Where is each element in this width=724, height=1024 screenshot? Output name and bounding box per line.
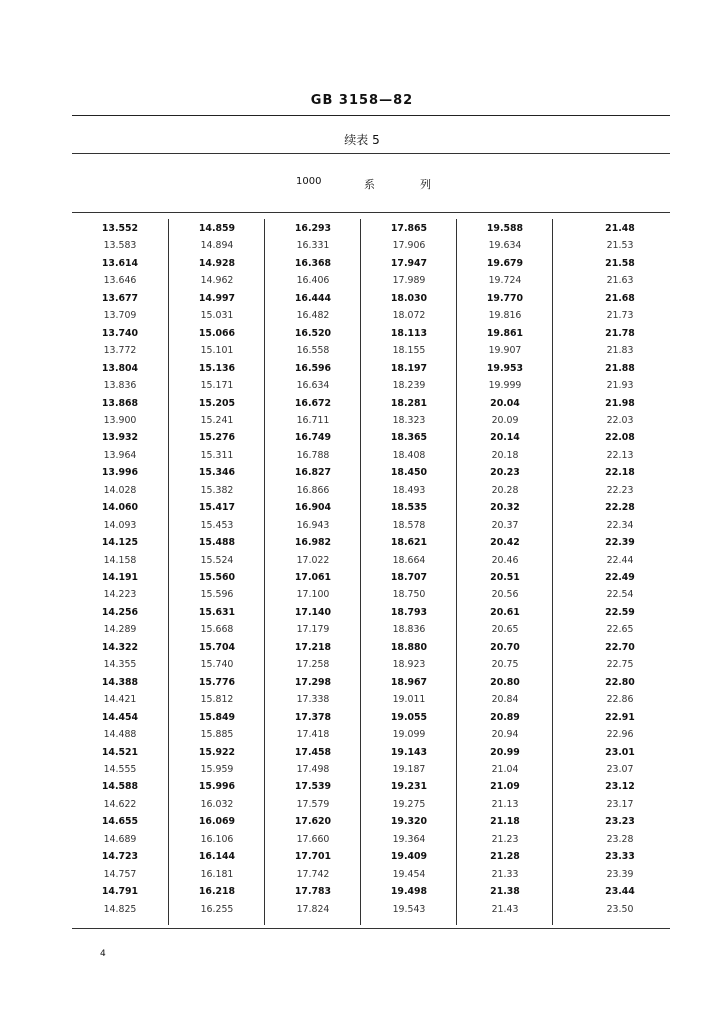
table-cell: 14.825: [103, 903, 137, 915]
table-cell: 22.44: [606, 554, 634, 566]
table-cell: 16.255: [200, 903, 234, 915]
table-cell: 14.791: [101, 886, 139, 898]
table-cell: 22.70: [605, 641, 635, 653]
table-cell: 17.947: [390, 257, 428, 269]
table-cell: 15.453: [200, 519, 234, 531]
table-cell: 22.91: [605, 711, 635, 723]
table-cell: 20.14: [490, 432, 520, 444]
table-cell: 14.125: [101, 537, 139, 549]
table-cell: 14.997: [198, 292, 236, 304]
table-cell: 20.61: [490, 606, 520, 618]
table-cell: 17.218: [294, 641, 332, 653]
table-cell: 14.655: [101, 816, 139, 828]
table-cell: 16.982: [294, 537, 332, 549]
table-cell: 15.205: [198, 397, 236, 409]
table-cell: 17.022: [296, 554, 330, 566]
table-cell: 14.093: [103, 519, 137, 531]
table-cell: 14.388: [101, 676, 139, 688]
table-cell: 14.894: [200, 240, 234, 252]
table-cell: 19.724: [488, 275, 522, 287]
table-cell: 16.218: [198, 886, 236, 898]
table-cell: 19.187: [392, 763, 426, 775]
table-cell: 15.740: [200, 659, 234, 671]
table-cell: 17.338: [296, 694, 330, 706]
table-cell: 15.311: [200, 449, 234, 461]
table-cell: 13.900: [103, 414, 137, 426]
table-cell: 20.89: [490, 711, 520, 723]
table-cell: 19.231: [390, 781, 428, 793]
table-cell: 13.614: [101, 257, 139, 269]
table-cell: 17.378: [294, 711, 332, 723]
table-cell: 14.521: [101, 746, 139, 758]
table-cell: 13.804: [101, 362, 139, 374]
table-cell: 13.740: [101, 327, 139, 339]
table-cell: 14.723: [101, 851, 139, 863]
table-cell: 17.179: [296, 624, 330, 636]
table-cell: 17.742: [296, 868, 330, 880]
table-cell: 17.539: [294, 781, 332, 793]
table-cell: 13.583: [103, 240, 137, 252]
table-cell: 21.43: [491, 903, 519, 915]
table-cell: 15.136: [198, 362, 236, 374]
table-cell: 22.75: [606, 659, 634, 671]
table-cell: 13.646: [103, 275, 137, 287]
table-cell: 19.999: [488, 380, 522, 392]
table-cell: 18.113: [390, 327, 428, 339]
table-cell: 22.54: [606, 589, 634, 601]
table-cell: 15.066: [198, 327, 236, 339]
table-cell: 19.364: [392, 833, 426, 845]
table-cell: 23.07: [606, 763, 634, 775]
table-cell: 14.223: [103, 589, 137, 601]
table-cell: 20.04: [490, 397, 520, 409]
table-caption: 续表 5: [344, 133, 380, 147]
table-cell: 15.346: [198, 467, 236, 479]
table-cell: 14.962: [200, 275, 234, 287]
table-cell: 14.289: [103, 624, 137, 636]
page-number: 4: [100, 949, 106, 959]
table-cell: 19.099: [392, 729, 426, 741]
table-cell: 21.58: [605, 257, 635, 269]
table-cell: 13.836: [103, 380, 137, 392]
table-cell: 18.923: [392, 659, 426, 671]
table-cell: 16.749: [294, 432, 332, 444]
table-cell: 14.757: [103, 868, 137, 880]
table-cell: 16.406: [296, 275, 330, 287]
table-cell: 22.28: [605, 502, 635, 514]
table-cell: 19.498: [390, 886, 428, 898]
table-cell: 22.08: [605, 432, 635, 444]
table-cell: 16.711: [296, 414, 330, 426]
table-cell: 16.904: [294, 502, 332, 514]
table-cell: 17.824: [296, 903, 330, 915]
table-cell: 14.421: [103, 694, 137, 706]
table-cell: 19.011: [392, 694, 426, 706]
table-cell: 22.13: [606, 449, 634, 461]
table-cell: 15.560: [198, 572, 236, 583]
table-cell: 16.032: [200, 798, 234, 810]
table-cell: 17.298: [294, 676, 332, 688]
table-cell: 19.907: [488, 345, 522, 357]
table-cell: 17.579: [296, 798, 330, 810]
table-cell: 18.030: [390, 292, 428, 304]
table-cell: 22.65: [606, 624, 634, 636]
table-cell: 22.23: [606, 484, 634, 496]
table-cell: 19.409: [390, 851, 428, 863]
table-cell: 20.23: [490, 467, 520, 479]
table-cell: 15.417: [198, 502, 236, 514]
table-cell: 21.78: [605, 327, 635, 339]
table-cell: 22.39: [605, 537, 635, 549]
table-cell: 23.44: [605, 886, 635, 898]
table-cell: 18.365: [390, 432, 428, 444]
table-cell: 18.793: [390, 606, 428, 618]
table-cell: 20.32: [490, 502, 520, 514]
table-cell: 22.86: [606, 694, 634, 706]
table-cell: 15.812: [200, 694, 234, 706]
table-cell: 21.63: [606, 275, 634, 287]
table-cell: 14.928: [198, 257, 236, 269]
table-cell: 16.866: [296, 484, 330, 496]
table-cell: 21.68: [605, 292, 635, 304]
table-cell: 22.34: [606, 519, 634, 531]
table-cell: 18.281: [390, 397, 428, 409]
table-cell: 18.197: [390, 362, 428, 374]
table-cell: 20.09: [491, 414, 519, 426]
table-cell: 15.031: [200, 310, 234, 322]
table-cell: 20.65: [491, 624, 519, 636]
table-cell: 14.322: [101, 641, 139, 653]
table-cell: 16.144: [198, 851, 236, 863]
table-cell: 21.13: [491, 798, 519, 810]
top-rule: [72, 115, 670, 116]
table-cell: 14.622: [103, 798, 137, 810]
table-cell: 16.482: [296, 310, 330, 322]
table-cell: 17.989: [392, 275, 426, 287]
table-cell: 21.88: [605, 362, 635, 374]
table-cell: 18.072: [392, 310, 426, 322]
table-cell: 23.50: [606, 903, 634, 915]
table-cell: 20.28: [491, 484, 519, 496]
table-cell: 17.620: [294, 816, 332, 828]
table-cell: 22.59: [605, 606, 635, 618]
table-cell: 13.552: [101, 223, 139, 234]
table-cell: 19.816: [488, 310, 522, 322]
table-cell: 16.672: [294, 397, 332, 409]
table-cell: 14.028: [103, 484, 137, 496]
table-cell: 15.996: [198, 781, 236, 793]
header-rule: [72, 212, 670, 213]
table-cell: 18.836: [392, 624, 426, 636]
table-cell: 18.493: [392, 484, 426, 496]
table-cell: 21.83: [606, 345, 634, 357]
table-cell: 21.28: [490, 851, 520, 863]
table-cell: 16.181: [200, 868, 234, 880]
table-cell: 13.996: [101, 467, 139, 479]
table-cell: 17.258: [296, 659, 330, 671]
table-cell: 18.707: [390, 572, 428, 583]
table-cell: 14.191: [101, 572, 139, 583]
table-cell: 20.42: [490, 537, 520, 549]
table-cell: 19.143: [390, 746, 428, 758]
table-cell: 19.275: [392, 798, 426, 810]
table-cell: 15.241: [200, 414, 234, 426]
table-cell: 14.158: [103, 554, 137, 566]
table-cell: 17.701: [294, 851, 332, 863]
table-cell: 19.055: [390, 711, 428, 723]
table-cell: 18.323: [392, 414, 426, 426]
series-char-1: 系: [364, 178, 375, 191]
table-cell: 18.880: [390, 641, 428, 653]
table-cell: 19.454: [392, 868, 426, 880]
table-cell: 19.953: [486, 362, 524, 374]
table-cell: 21.98: [605, 397, 635, 409]
table-cell: 18.967: [390, 676, 428, 688]
table-cell: 20.84: [491, 694, 519, 706]
table-cell: 17.865: [390, 223, 428, 234]
table-cell: 17.498: [296, 763, 330, 775]
table-cell: 23.17: [606, 798, 634, 810]
table-cell: 16.634: [296, 380, 330, 392]
table-cell: 18.239: [392, 380, 426, 392]
table-cell: 15.922: [198, 746, 236, 758]
table-cell: 14.256: [101, 606, 139, 618]
table-cell: 19.634: [488, 240, 522, 252]
table-cell: 15.631: [198, 606, 236, 618]
table-cell: 15.276: [198, 432, 236, 444]
table-cell: 16.558: [296, 345, 330, 357]
table-cell: 19.588: [486, 223, 524, 234]
series-char-2: 列: [420, 178, 431, 191]
table-cell: 19.861: [486, 327, 524, 339]
table-cell: 14.555: [103, 763, 137, 775]
table-cell: 21.38: [490, 886, 520, 898]
table-cell: 14.859: [198, 223, 236, 234]
table-cell: 21.33: [491, 868, 519, 880]
table-cell: 20.51: [490, 572, 520, 583]
table-cell: 16.293: [294, 223, 332, 234]
table-cell: 13.964: [103, 449, 137, 461]
table-cell: 14.488: [103, 729, 137, 741]
table-cell: 23.23: [605, 816, 635, 828]
table-cell: 19.320: [390, 816, 428, 828]
table-cell: 20.56: [491, 589, 519, 601]
table-cell: 14.454: [101, 711, 139, 723]
table-column-6: [552, 219, 671, 925]
table-cell: 17.458: [294, 746, 332, 758]
table-cell: 18.408: [392, 449, 426, 461]
table-cell: 18.535: [390, 502, 428, 514]
table-cell: 16.444: [294, 292, 332, 304]
table-cell: 20.94: [491, 729, 519, 741]
table-cell: 22.18: [605, 467, 635, 479]
table-cell: 16.331: [296, 240, 330, 252]
caption-rule: [72, 153, 670, 154]
table-cell: 17.660: [296, 833, 330, 845]
table-cell: 13.677: [101, 292, 139, 304]
table-cell: 19.543: [392, 903, 426, 915]
table-cell: 18.155: [392, 345, 426, 357]
table-cell: 20.80: [490, 676, 520, 688]
value-table: [72, 219, 670, 925]
table-cell: 15.101: [200, 345, 234, 357]
table-cell: 21.53: [606, 240, 634, 252]
table-cell: 22.96: [606, 729, 634, 741]
table-cell: 20.18: [491, 449, 519, 461]
table-cell: 14.689: [103, 833, 137, 845]
table-cell: 21.23: [491, 833, 519, 845]
table-cell: 18.450: [390, 467, 428, 479]
table-cell: 18.621: [390, 537, 428, 549]
table-column-1: [72, 219, 168, 925]
table-cell: 15.382: [200, 484, 234, 496]
table-cell: 14.355: [103, 659, 137, 671]
table-cell: 15.596: [200, 589, 234, 601]
table-cell: 17.783: [294, 886, 332, 898]
table-cell: 16.106: [200, 833, 234, 845]
table-cell: 13.932: [101, 432, 139, 444]
table-cell: 19.770: [486, 292, 524, 304]
table-cell: 15.959: [200, 763, 234, 775]
table-cell: 20.75: [491, 659, 519, 671]
bottom-rule: [72, 928, 670, 929]
table-cell: 16.596: [294, 362, 332, 374]
table-cell: 22.80: [605, 676, 635, 688]
table-cell: 13.709: [103, 310, 137, 322]
table-cell: 15.524: [200, 554, 234, 566]
table-cell: 23.28: [606, 833, 634, 845]
table-cell: 15.776: [198, 676, 236, 688]
table-cell: 20.37: [491, 519, 519, 531]
table-cell: 15.668: [200, 624, 234, 636]
table-cell: 15.885: [200, 729, 234, 741]
table-cell: 16.827: [294, 467, 332, 479]
table-cell: 16.943: [296, 519, 330, 531]
table-column-2: [168, 219, 265, 925]
table-column-4: [360, 219, 457, 925]
table-cell: 17.140: [294, 606, 332, 618]
table-cell: 14.060: [101, 502, 139, 514]
table-cell: 16.788: [296, 449, 330, 461]
table-cell: 17.100: [296, 589, 330, 601]
series-number: 1000: [296, 176, 322, 187]
table-cell: 16.368: [294, 257, 332, 269]
table-cell: 23.01: [605, 746, 635, 758]
table-cell: 21.09: [490, 781, 520, 793]
table-cell: 22.49: [605, 572, 635, 583]
table-column-3: [264, 219, 361, 925]
table-cell: 20.99: [490, 746, 520, 758]
table-cell: 20.46: [491, 554, 519, 566]
table-cell: 21.48: [605, 223, 635, 234]
table-cell: 21.04: [491, 763, 519, 775]
table-cell: 18.578: [392, 519, 426, 531]
table-column-5: [456, 219, 553, 925]
table-cell: 22.03: [606, 414, 634, 426]
table-cell: 23.12: [605, 781, 635, 793]
table-cell: 14.588: [101, 781, 139, 793]
table-cell: 15.171: [200, 380, 234, 392]
table-cell: 20.70: [490, 641, 520, 653]
table-cell: 23.33: [605, 851, 635, 863]
table-cell: 15.704: [198, 641, 236, 653]
table-cell: 21.18: [490, 816, 520, 828]
table-cell: 15.488: [198, 537, 236, 549]
table-cell: 15.849: [198, 711, 236, 723]
table-cell: 16.520: [294, 327, 332, 339]
table-cell: 17.061: [294, 572, 332, 583]
table-cell: 16.069: [198, 816, 236, 828]
table-cell: 18.664: [392, 554, 426, 566]
standard-code: GB 3158—82: [310, 93, 414, 108]
table-cell: 17.906: [392, 240, 426, 252]
table-cell: 18.750: [392, 589, 426, 601]
table-cell: 23.39: [606, 868, 634, 880]
table-cell: 13.868: [101, 397, 139, 409]
table-cell: 19.679: [486, 257, 524, 269]
table-cell: 21.73: [606, 310, 634, 322]
table-cell: 13.772: [103, 345, 137, 357]
table-cell: 17.418: [296, 729, 330, 741]
table-cell: 21.93: [606, 380, 634, 392]
